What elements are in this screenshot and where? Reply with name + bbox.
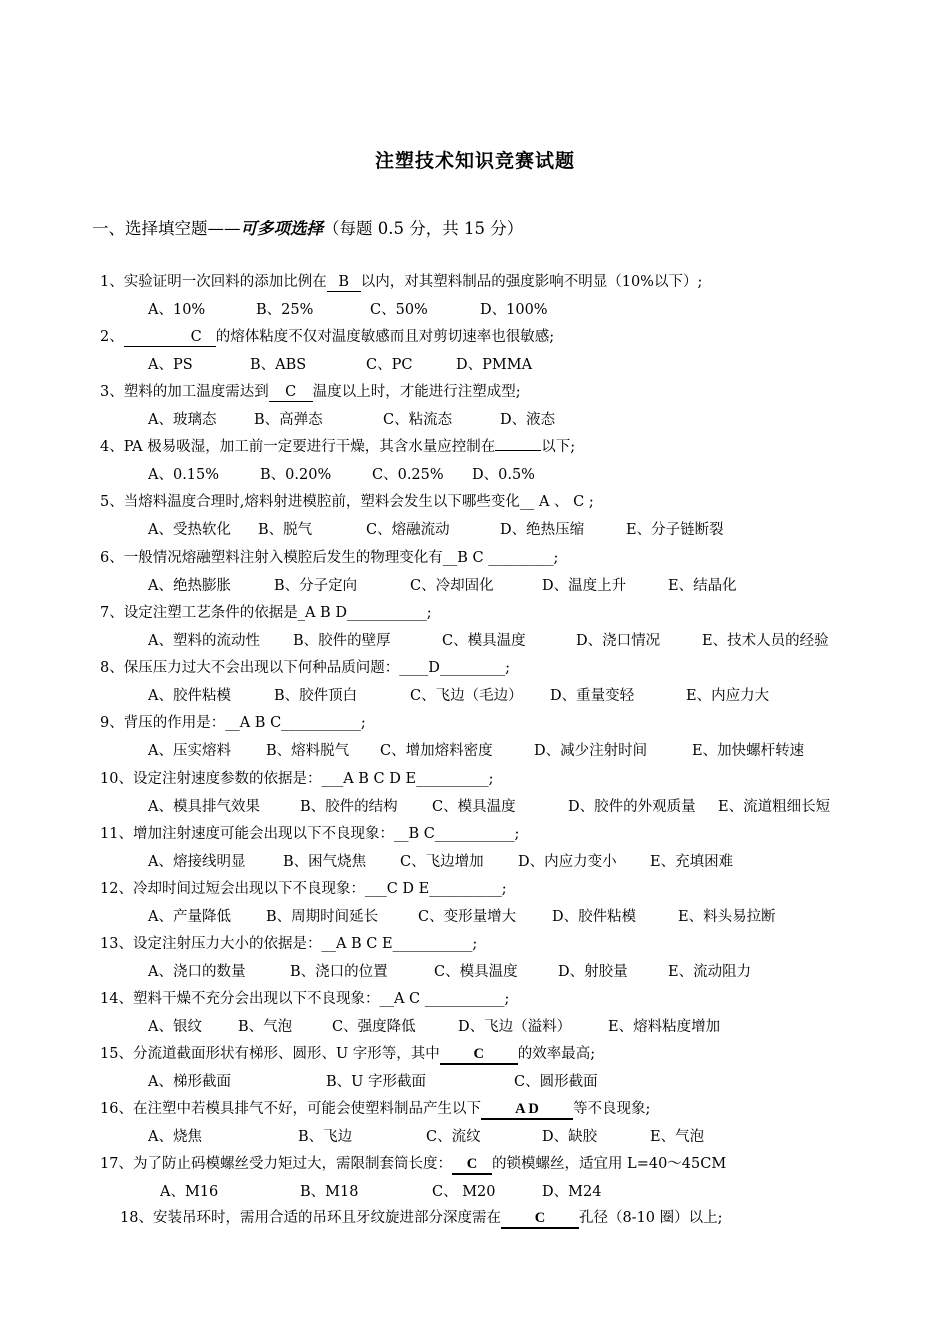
option-c: C、模具温度 [434,964,518,980]
option-b: B、0.20% [260,467,332,483]
question-2 [100,327,554,347]
option-b: B、高弹态 [254,412,323,428]
question-17 [100,1154,726,1175]
answer-blank: C [501,1210,579,1229]
option-d: D、内应力变小 [518,854,617,870]
option-c: C、熔融流动 [366,522,450,538]
option-d: D、液态 [500,412,556,428]
option-a: A、10% [148,302,206,318]
question-text-end: 的锁模螺丝，适宜用 L=40～45CM [491,1156,727,1172]
question-text-end: 孔径（8-10 圈）以上; [578,1210,723,1226]
option-b: B、脱气 [258,522,313,538]
question-text: 3、塑料的加工温度需达到 [100,384,269,400]
question-text-end: 的效率最高; [517,1046,596,1062]
option-b: B、熔料脱气 [266,743,350,759]
answer-blank [495,450,541,451]
option-c: C、变形量增大 [418,909,517,925]
option-a: A、绝热膨胀 [148,578,231,594]
option-a: A、银纹 [148,1019,202,1035]
option-a: A、玻璃态 [148,412,217,428]
option-b: B、飞边 [298,1129,353,1145]
question-text: 4、PA 极易吸湿，加工前一定要进行干燥，其含水量应控制在 [100,439,496,455]
answer-blank: B [327,274,361,292]
option-c: C、粘流态 [383,412,453,428]
question-text: 13、设定注射压力大小的依据是：__A B C E___________; [100,936,478,952]
answer-blank: C [440,1046,518,1065]
question-text: 12、冷却时间过短会出现以下不良现象：___C D E__________; [100,881,507,897]
option-d: D、PMMA [456,357,533,373]
question-11 [100,824,519,844]
option-d: D、绝热压缩 [500,522,585,538]
option-a: A、压实熔料 [148,743,231,759]
question-9 [100,713,366,733]
question-text: 11、增加注射速度可能会出现以下不良现象：__B C___________; [100,826,520,842]
option-c: C、 M20 [432,1184,496,1200]
question-text: 8、保压压力过大不会出现以下何种品质问题：____D_________; [100,660,510,676]
question-text-end: 的熔体粘度不仅对温度敏感而且对剪切速率也很敏感; [215,329,555,345]
question-text: 9、背压的作用是：__A B C___________; [100,715,366,731]
option-b: B、M18 [300,1184,359,1200]
option-c: C、50% [370,302,428,318]
section-emphasis: 可多项选择 [240,219,323,238]
page-title: 注塑技术知识竞赛试题 [374,150,575,172]
question-12 [100,879,507,899]
option-d: D、100% [480,302,548,318]
option-e: E、流道粗细长短 [718,799,831,815]
question-text-end: 温度以上时，才能进行注塑成型; [312,384,521,400]
section-prefix: 一、选择填空题—— [92,219,241,238]
option-a: A、胶件粘模 [148,688,231,704]
question-6 [100,548,558,568]
option-a: A、M16 [160,1184,219,1200]
option-a: A、受热软化 [148,522,231,538]
option-a: A、熔接线明显 [148,854,246,870]
option-d: D、胶件粘模 [552,909,637,925]
option-d: D、胶件的外观质量 [568,799,696,815]
option-b: B、浇口的位置 [290,964,388,980]
option-d: D、飞边（溢料） [458,1019,572,1035]
question-1 [100,272,702,292]
option-e: E、结晶化 [668,578,737,594]
option-b: B、周期时间延长 [266,909,379,925]
option-c: C、流纹 [426,1129,481,1145]
question-text: 15、分流道截面形状有梯形、圆形、U 字形等，其中 [100,1046,440,1062]
option-c: C、圆形截面 [514,1074,598,1090]
option-c: C、冷却固化 [410,578,494,594]
question-text-end: 等不良现象; [572,1101,651,1117]
option-b: B、胶件顶白 [274,688,358,704]
option-d: D、重量变轻 [550,688,635,704]
option-a: A、0.15% [148,467,220,483]
option-c: C、飞边增加 [400,854,484,870]
option-e: E、技术人员的经验 [702,633,829,649]
question-text: 6、一般情况熔融塑料注射入模腔后发生的物理变化有__B C _________; [100,550,559,566]
option-e: E、分子链断裂 [626,522,724,538]
question-15 [100,1044,595,1065]
option-e: E、加快螺杆转速 [692,743,805,759]
question-text: 2、 [100,329,124,345]
option-c: C、PC [366,357,413,373]
option-b: B、分子定向 [274,578,358,594]
question-text: 7、设定注塑工艺条件的依据是_A B D___________; [100,605,432,621]
question-3 [100,382,521,402]
option-d: D、M24 [542,1184,602,1200]
question-5 [100,492,594,512]
option-d: D、浇口情况 [576,633,661,649]
option-e: E、料头易拉断 [678,909,776,925]
option-a: A、梯形截面 [148,1074,231,1090]
question-text: 10、设定注射速度参数的依据是：___A B C D E__________; [100,771,494,787]
option-d: D、射胶量 [558,964,628,980]
option-c: C、增加熔料密度 [380,743,493,759]
question-text-end: 以内，对其塑料制品的强度影响不明显（10%以下）; [360,274,703,290]
option-d: D、0.5% [472,467,535,483]
option-c: C、模具温度 [442,633,526,649]
option-b: B、ABS [250,357,307,373]
option-b: B、25% [256,302,314,318]
question-4 [100,437,575,457]
question-text-end: 以下; [541,439,576,455]
question-text: 14、塑料干燥不充分会出现以下不良现象：__A C ___________; [100,991,510,1007]
option-b: B、胶件的壁厚 [293,633,391,649]
section-heading [92,215,523,239]
question-text: 1、实验证明一次回料的添加比例在 [100,274,327,290]
answer-blank: C [269,384,313,402]
question-text: 18、安装吊环时，需用合适的吊环且牙纹旋进部分深度需在 [120,1210,501,1226]
question-text: 17、为了防止码模螺丝受力矩过大，需限制套筒长度： [100,1156,452,1172]
option-b: B、胶件的结构 [300,799,398,815]
question-14 [100,989,509,1009]
option-a: A、PS [148,357,193,373]
option-a: A、模具排气效果 [148,799,260,815]
question-18 [120,1208,723,1229]
question-7 [100,603,432,623]
option-c: C、模具温度 [432,799,516,815]
option-e: E、充填困难 [650,854,734,870]
option-c: C、飞边（毛边） [410,688,523,704]
answer-blank: A D [481,1101,573,1120]
option-a: A、烧焦 [148,1129,202,1145]
option-e: E、内应力大 [686,688,770,704]
option-b: B、气泡 [238,1019,293,1035]
question-13 [100,934,477,954]
option-d: D、缺胶 [542,1129,598,1145]
option-c: C、强度降低 [332,1019,416,1035]
question-8 [100,658,510,678]
option-a: A、浇口的数量 [148,964,246,980]
section-suffix: （每题 0.5 分，共 15 分） [323,219,524,238]
option-c: C、0.25% [372,467,444,483]
option-e: E、流动阻力 [668,964,752,980]
option-b: B、困气烧焦 [283,854,367,870]
option-e: E、熔料粘度增加 [608,1019,721,1035]
option-b: B、U 字形截面 [326,1074,426,1090]
question-16 [100,1099,650,1120]
question-10 [100,769,493,789]
answer-blank: C [124,329,216,347]
option-d: D、温度上升 [542,578,627,594]
question-text: 5、当熔料温度合理时,熔料射进模腔前，塑料会发生以下哪些变化__ A 、 C ; [100,494,594,510]
answer-blank: C [452,1156,492,1175]
option-d: D、减少注射时间 [534,743,648,759]
option-e: E、气泡 [650,1129,705,1145]
option-a: A、塑料的流动性 [148,633,260,649]
question-text: 16、在注塑中若模具排气不好，可能会使塑料制品产生以下 [100,1101,481,1117]
option-a: A、产量降低 [148,909,231,925]
